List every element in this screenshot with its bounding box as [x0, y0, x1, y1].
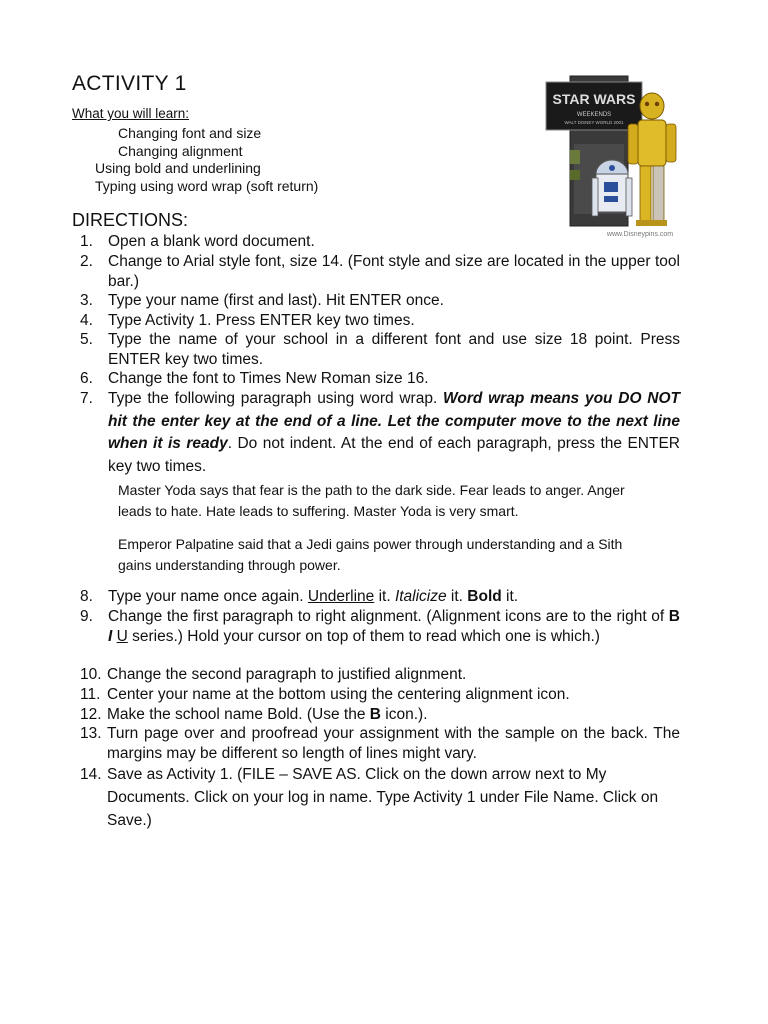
sample-paragraph: Emperor Palpatine said that a Jedi gains power through understanding and a Sith gains understanding through power.	[118, 536, 623, 573]
step-item	[80, 724, 680, 764]
learn-heading: What you will learn:	[72, 106, 190, 121]
learn-item: Changing font and size	[118, 125, 262, 141]
logo-credit-text: www.Disneypins.com	[606, 231, 674, 238]
step-number: 9.	[80, 608, 93, 625]
step-text	[108, 587, 680, 607]
step-number: 10.	[80, 666, 102, 683]
step-text-underline: Underline	[307, 588, 375, 605]
step-text-part: it.	[374, 588, 395, 605]
step-text-bold-italic: Word wrap means you DO NOT hit the enter key at the end of a line. Let the computer move to the next line when it is ready	[108, 390, 681, 452]
step-item	[80, 763, 692, 833]
step-number: 12.	[80, 706, 102, 723]
step-text	[107, 705, 680, 725]
step-text: Change the font to Times New Roman size 16.	[108, 370, 429, 387]
directions-heading: DIRECTIONS:	[72, 210, 189, 230]
step-text: Type your name (first and last). Hit ENTER once.	[108, 292, 444, 309]
step-text: Type the name of your school in a different font and use size 18 point. Press ENTER key two times.	[108, 331, 680, 368]
step-text-part: Make the school name Bold. (Use the	[107, 706, 370, 723]
step-text-bold-italic: I	[108, 627, 113, 645]
step-number: 5.	[80, 331, 93, 348]
logo-sub2-text: WALT DISNEY WORLD 2001	[564, 120, 624, 125]
step-item	[80, 665, 680, 685]
step-number: 7.	[80, 390, 93, 407]
step-item	[80, 369, 680, 389]
step-number: 2.	[80, 253, 93, 270]
step-text: Open a blank word document.	[108, 233, 315, 250]
step-item	[80, 330, 680, 370]
step-number: 8.	[80, 588, 93, 605]
step-text-underline: U	[116, 627, 128, 645]
step-text: Change the second paragraph to justified alignment.	[107, 666, 467, 683]
step-number: 11.	[80, 686, 101, 703]
page-title: ACTIVITY 1	[72, 72, 187, 95]
step-number: 13.	[80, 725, 102, 742]
step-text	[108, 388, 680, 478]
learn-item: Typing using word wrap (soft return)	[95, 178, 319, 194]
step-text-bold: Bold	[467, 588, 502, 605]
step-item	[80, 705, 680, 725]
step-text-part: Type your name once again.	[108, 588, 308, 605]
step-text-part: Change the first paragraph to right alignment. (Alignment icons are to the right of	[108, 608, 669, 625]
step-text-part: series.) Hold your cursor on top of them to read which one is which.)	[127, 627, 600, 645]
step-item	[80, 685, 680, 705]
step-item	[80, 291, 680, 311]
step-text: Save as Activity 1. (FILE – SAVE AS. Click on the down arrow next to My Documents. Click on your log in name. Type Activity 1 under File Name. Click on Save.)	[107, 766, 659, 829]
step-item	[80, 587, 680, 607]
step-number: 14.	[80, 766, 102, 783]
step-item	[80, 252, 680, 292]
step-text: Center your name at the bottom using the centering alignment icon.	[107, 686, 570, 703]
step-text-part: . Do not indent. At the end of each paragraph, press the ENTER key two times.	[108, 435, 680, 475]
step-text-part: it.	[501, 588, 519, 605]
step-number: 1.	[80, 233, 93, 250]
step-text-bold: B	[668, 608, 680, 625]
step-number: 4.	[80, 312, 93, 329]
step-text: Turn page over and proofread your assignment with the sample on the back. The margins may be different so length of lines might vary.	[107, 725, 680, 762]
step-text: Type Activity 1. Press ENTER key two times.	[108, 312, 415, 329]
step-text: Change to Arial style font, size 14. (Font style and size are located in the upper tool bar.)	[108, 253, 680, 290]
step-number: 6.	[80, 370, 93, 387]
sample-paragraph: Master Yoda says that fear is the path to the dark side. Fear leads to anger. Anger leads to hate. Hate leads to suffering. Master Yoda is very smart.	[118, 482, 625, 519]
star-wars-pin-image	[540, 74, 680, 240]
step-item	[80, 232, 680, 252]
step-number: 3.	[80, 292, 93, 309]
logo-sub-text: WEEKENDS	[576, 112, 612, 118]
step-item	[80, 311, 680, 331]
step-text-bold: B	[369, 706, 381, 723]
step-text	[108, 607, 680, 646]
learn-item: Using bold and underlining	[95, 160, 261, 176]
step-text-part: it.	[446, 588, 468, 605]
logo-banner-text: STAR WARS	[552, 91, 636, 107]
learn-item: Changing alignment	[118, 143, 243, 159]
step-text-italic: Italicize	[394, 588, 447, 605]
step-text-part: Type the following paragraph using word wrap.	[108, 390, 444, 407]
step-text-part: icon.).	[380, 706, 428, 723]
step-item	[80, 607, 680, 667]
step-item	[80, 388, 680, 476]
